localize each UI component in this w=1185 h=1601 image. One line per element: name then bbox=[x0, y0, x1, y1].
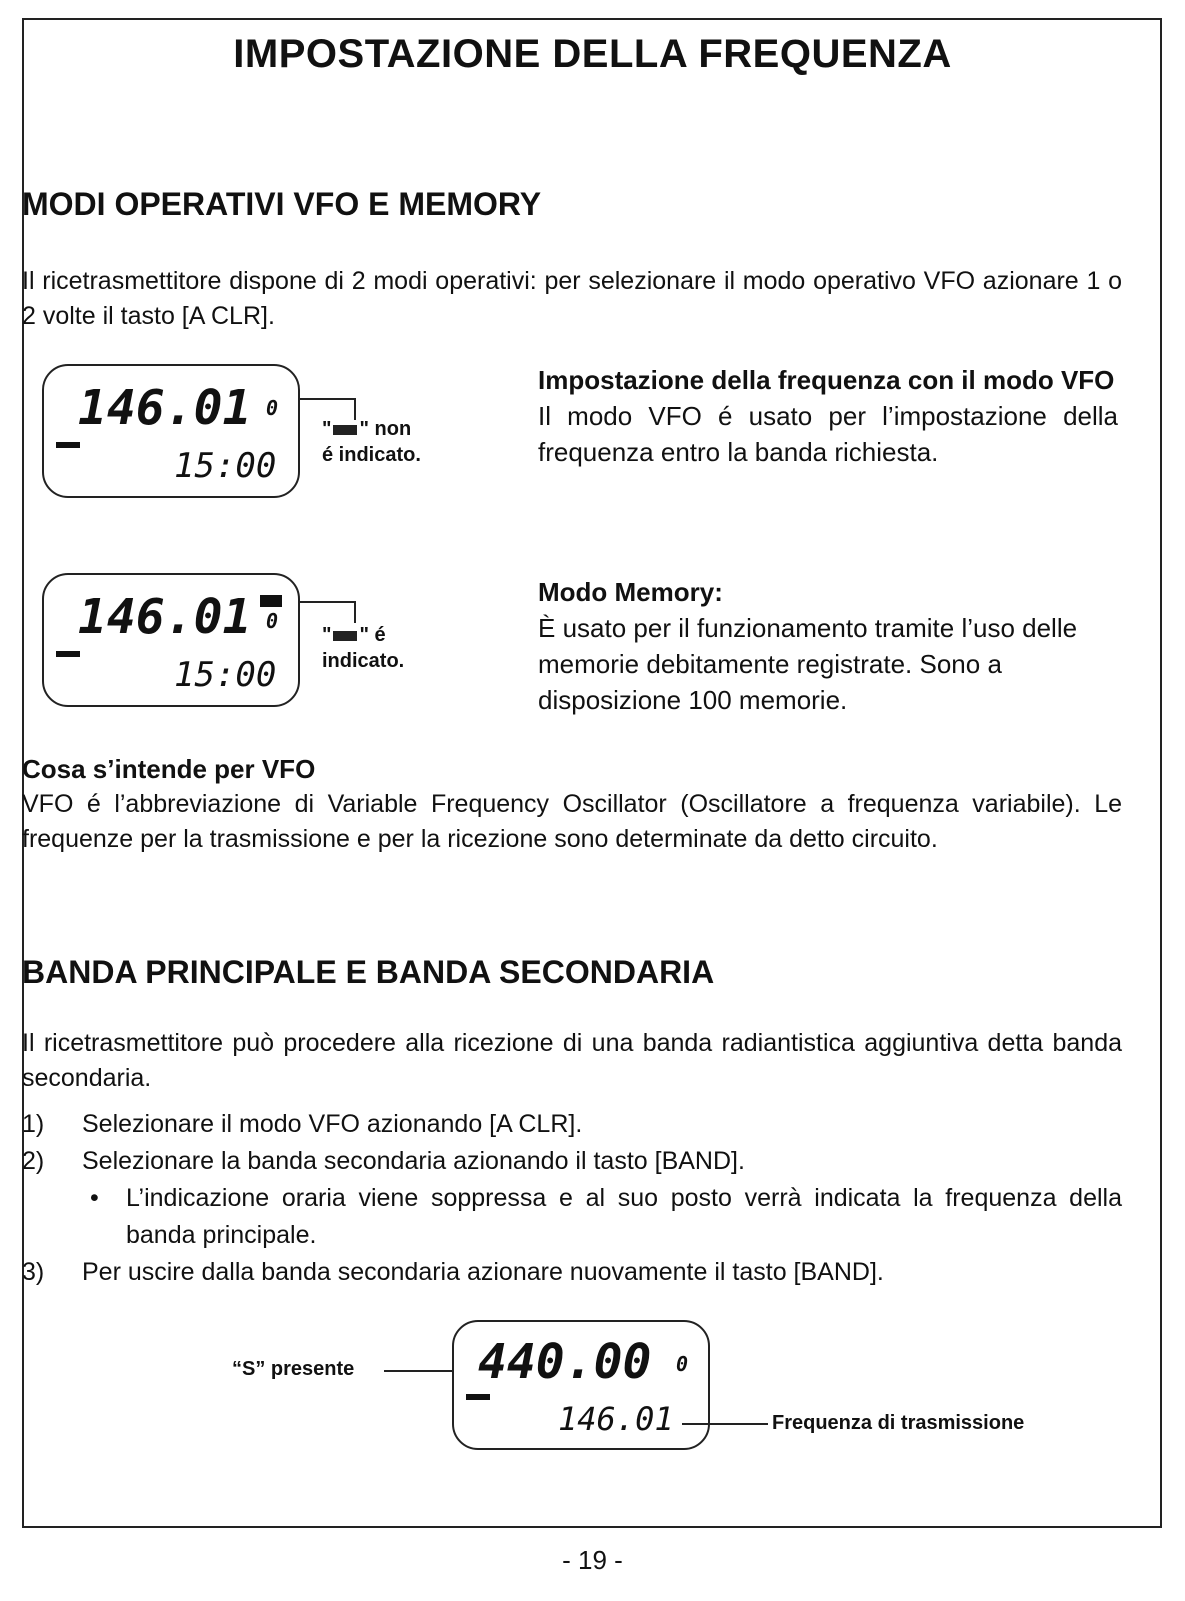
memory-indicator-icon bbox=[333, 425, 357, 435]
pointer-line bbox=[300, 601, 356, 603]
lcd-channel: 0 bbox=[266, 609, 279, 633]
lcd-display-vfo bbox=[42, 364, 300, 498]
memory-block-heading: Modo Memory: bbox=[538, 577, 723, 607]
section-heading-modes: MODI OPERATIVI VFO E MEMORY bbox=[22, 186, 542, 222]
note-text: é indicato. bbox=[322, 444, 421, 466]
display2-note bbox=[322, 622, 404, 674]
quote-mark: " bbox=[322, 624, 332, 646]
vfo-definition-text: VFO é l’abbreviazione di Variable Frequency Oscillator (Oscillatore a frequenza variabile). Le frequenze per la trasmissione e per la ricezione sono determinate da detto circuito. bbox=[22, 790, 1122, 853]
vfo-block-text: Il modo VFO é usato per l’impostazione della frequenza entro la banda richiesta. bbox=[538, 401, 1118, 467]
lcd-channel: 0 bbox=[676, 1352, 689, 1376]
list-item: 3) Per uscire dalla banda secondaria azionare nuovamente il tasto [BAND]. bbox=[22, 1258, 884, 1286]
lcd-time: 15:00 bbox=[174, 655, 277, 695]
vfo-block-heading: Impostazione della frequenza con il modo VFO bbox=[538, 365, 1115, 395]
lcd-display-subband bbox=[452, 1320, 710, 1450]
signal-bars-icon bbox=[56, 651, 80, 657]
lcd-frequency: 146.01 bbox=[78, 589, 252, 645]
pointer-arrow bbox=[384, 1370, 454, 1372]
signal-bars-icon bbox=[466, 1394, 490, 1400]
bands-intro: Il ricetrasmettitore può procedere alla ricezione di una banda radiantistica aggiuntiva detta banda secondaria. bbox=[22, 1029, 1122, 1092]
list-item: 1) Selezionare il modo VFO azionando [A CLR]. bbox=[22, 1110, 583, 1138]
memory-indicator-icon bbox=[260, 595, 282, 607]
lcd-frequency: 440.00 bbox=[478, 1334, 652, 1390]
pointer-arrow bbox=[682, 1423, 768, 1425]
lcd-time: 15:00 bbox=[174, 446, 277, 486]
lcd-channel: 0 bbox=[266, 396, 279, 420]
page-number: - 19 - bbox=[562, 1545, 623, 1575]
s-present-label: “S” presente bbox=[232, 1358, 355, 1380]
lcd-frequency: 146.01 bbox=[78, 380, 252, 436]
tx-frequency-label: Frequenza di trasmissione bbox=[772, 1412, 1025, 1434]
display1-note bbox=[322, 416, 421, 468]
list-bullet: • L’indicazione oraria viene soppressa e al suo posto verrà indicata la frequenza della banda principale. bbox=[90, 1184, 1122, 1249]
memory-block bbox=[538, 574, 1118, 718]
note-text: " non bbox=[359, 418, 412, 440]
section-heading-bands: BANDA PRINCIPALE E BANDA SECONDARIA bbox=[22, 954, 715, 990]
memory-indicator-icon bbox=[333, 631, 357, 641]
steps-list bbox=[22, 1106, 1122, 1291]
pointer-line bbox=[300, 398, 356, 400]
pointer-line bbox=[354, 601, 356, 623]
vfo-definition-heading: Cosa s’intende per VFO bbox=[22, 754, 316, 784]
lcd-sub-frequency: 146.01 bbox=[558, 1400, 674, 1438]
note-text: " é bbox=[359, 624, 386, 646]
vfo-block bbox=[538, 362, 1118, 470]
intro-paragraph: Il ricetrasmettitore dispone di 2 modi operativi: per selezionare il modo operativo VFO azionare 1 o 2 volte il tasto [A CLR]. bbox=[22, 267, 1122, 330]
lcd-display-memory bbox=[42, 573, 300, 707]
quote-mark: " bbox=[322, 418, 332, 440]
memory-block-text: È usato per il funzionamento tramite l’uso delle memorie debitamente registrate. Sono a disposizione 100 memorie. bbox=[538, 613, 1078, 715]
vfo-definition bbox=[22, 752, 1122, 857]
signal-bars-icon bbox=[56, 442, 80, 448]
note-text: indicato. bbox=[322, 650, 405, 672]
list-item: 2) Selezionare la banda secondaria azionando il tasto [BAND]. bbox=[22, 1147, 745, 1175]
page-title: IMPOSTAZIONE DELLA FREQUENZA bbox=[233, 32, 952, 76]
